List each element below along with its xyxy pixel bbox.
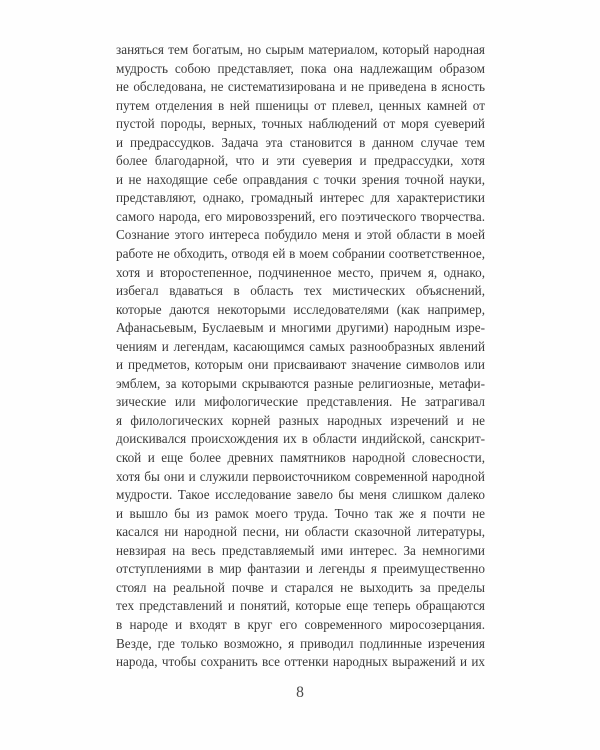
text-line: я филологических корней разных народных изречений и не xyxy=(116,412,485,428)
text-line: тех представлений и понятий, которые еще теперь обращаются xyxy=(116,598,485,614)
text-line: невзирая на весь представляемый ими интерес. За немногими xyxy=(116,542,485,558)
text-line: не обследована, не систематизирована и не приведена в ясность xyxy=(116,79,485,95)
text-line: более благодарной, что и эти суеверия и предрассудки, хотя xyxy=(116,153,485,169)
text-line: мудрость собою представляет, пока она надлежащим образом xyxy=(116,60,485,76)
page-number: 8 xyxy=(296,684,304,701)
body-text xyxy=(116,41,485,672)
text-line: эмблем, за которыми скрываются разные религиозные, метафи- xyxy=(116,375,485,391)
text-line: Везде, где только возможно, я приводил подлинные изречения xyxy=(116,635,485,651)
text-line: которые даются некоторыми исследователями (как например, xyxy=(116,301,485,317)
text-line: представляют, однако, громадный интерес для характеристики xyxy=(116,190,485,206)
text-line: хотя и второстепенное, подчиненное место, причем я, однако, xyxy=(116,264,485,280)
text-line: доискивался происхождения их в области индийской, санскрит- xyxy=(116,431,485,447)
text-line: заняться тем богатым, но сырым материалом, который народная xyxy=(116,42,485,57)
text-line: Сознание этого интереса побудило меня и этой области в моей xyxy=(116,227,485,243)
text-line: стоял на реальной почве и старался не выходить за пределы xyxy=(116,579,485,595)
text-line: пустой породы, верных, точных наблюдений от моря суеверий xyxy=(116,116,485,132)
text-line: и предрассудков. Задача эта становится в данном случае тем xyxy=(116,134,485,150)
text-line: касался ни народной песни, ни области сказочной литературы, xyxy=(116,524,485,540)
text-line: мудрости. Такое исследование завело бы меня слишком далеко xyxy=(116,487,485,503)
text-line: народа, чтобы сохранить все оттенки народных выражений и их xyxy=(116,654,485,670)
text-line: в народе и входят в круг его современного миросозерцания. xyxy=(116,616,485,632)
text-line: избегал вдаваться в область тех мистических объяснений, xyxy=(116,283,485,299)
text-line: отступлениями в мир фантазии и легенды я преимущественно xyxy=(116,561,485,577)
text-line: и предметов, которым они присваивают значение символов или xyxy=(116,357,485,373)
text-line: и не находящие себе оправдания с точки зрения точной науки, xyxy=(116,171,485,187)
text-line: зические или мифологические представления. Не затрагивал xyxy=(116,394,485,410)
text-line: путем отделения в ней пшеницы от плевел, ценных камней от xyxy=(116,97,485,113)
text-line: хотя бы они и служили первоисточником современной народной xyxy=(116,468,485,484)
text-line: и вышло бы из рамок моего труда. Точно так же я почти не xyxy=(116,505,485,521)
text-line: чениям и легендам, касающимся самых разнообразных явлений xyxy=(116,338,485,354)
text-line: ской и еще более древних памятников народной словесности, xyxy=(116,450,485,466)
text-line: Афанасьевым, Буслаевым и многими другими) народным изре- xyxy=(116,320,485,336)
text-line: работе не обходить, отводя ей в моем собрании соответственное, xyxy=(116,246,485,262)
text-line: самого народа, его мировоззрений, его поэтического творчества. xyxy=(116,208,485,224)
